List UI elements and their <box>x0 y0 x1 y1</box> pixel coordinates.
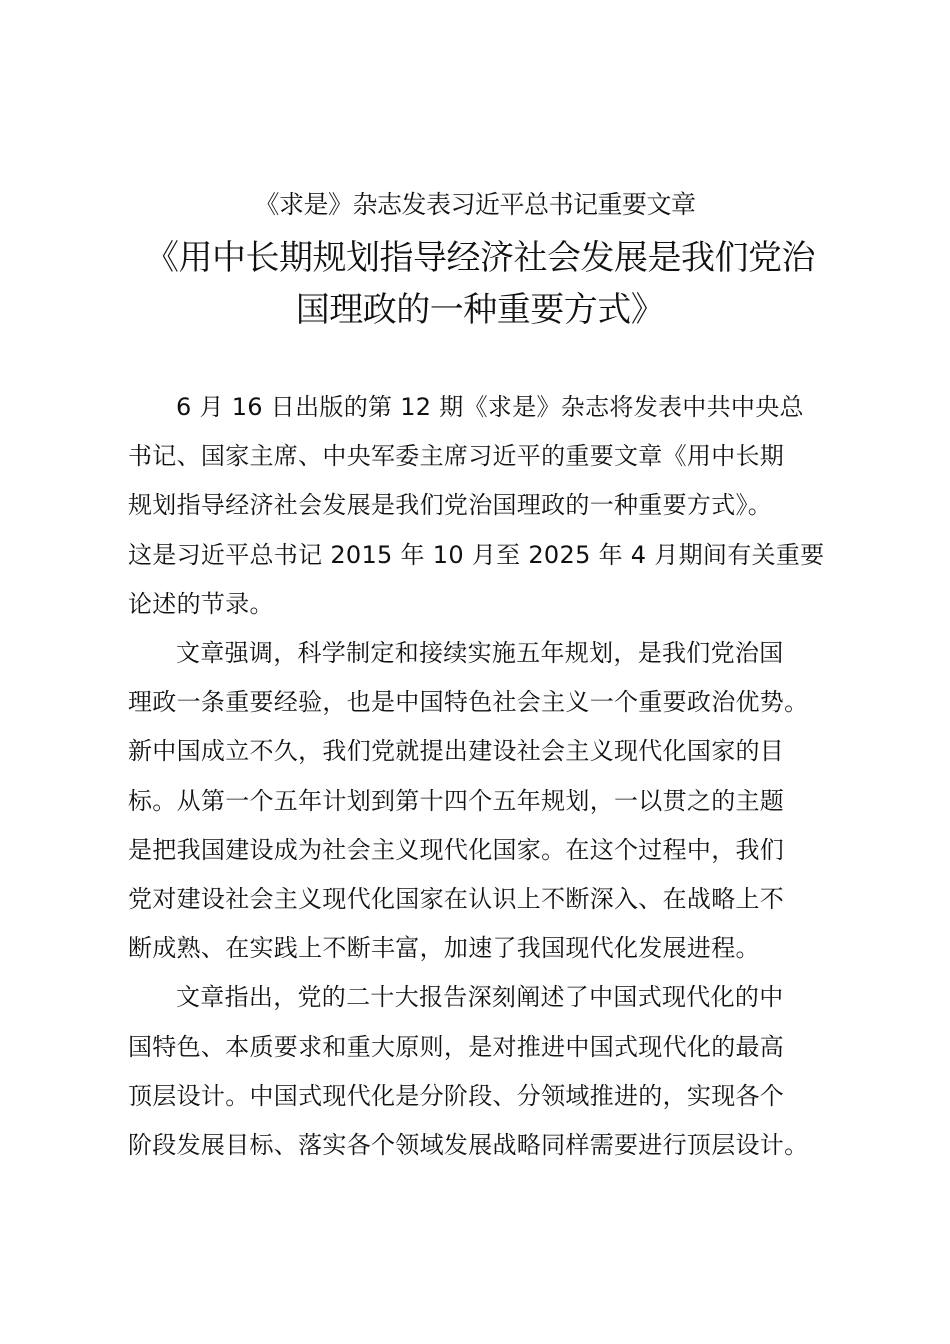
paragraph-3 <box>128 973 840 1170</box>
paragraph-2 <box>128 629 840 973</box>
paragraph-1 <box>128 383 840 629</box>
paragraph-line: 这是习近平总书记 2015 年 10 月至 2025 年 4 月期间有关重要 <box>128 540 825 569</box>
paragraph-line: 阶段发展目标、落实各个领域发展战略同样需要进行顶层设计。 <box>128 1131 809 1160</box>
paragraph-line: 标。从第一个五年计划到第十四个五年规划，一以贯之的主题 <box>128 786 785 815</box>
paragraph-line: 理政一条重要经验，也是中国特色社会主义一个重要政治优势。 <box>128 688 809 717</box>
paragraph-line: 文章指出，党的二十大报告深刻阐述了中国式现代化的中 <box>176 983 784 1012</box>
paragraph-line: 论述的节录。 <box>128 589 274 618</box>
paragraph-line: 顶层设计。中国式现代化是分阶段、分领域推进的，实现各个 <box>128 1081 785 1110</box>
document-title <box>120 232 840 336</box>
paragraph-line: 党对建设社会主义现代化国家在认识上不断深入、在战略上不 <box>128 885 785 914</box>
paragraph-line: 6 月 16 日出版的第 12 期《求是》杂志将发表中共中央总 <box>176 393 804 421</box>
paragraph-line: 规划指导经济社会发展是我们党治国理政的一种重要方式》。 <box>128 491 773 520</box>
title-line: 国理政的一种重要方式》 <box>295 290 665 330</box>
paragraph-line: 断成熟、在实践上不断丰富，加速了我国现代化发展进程。 <box>128 934 760 963</box>
paragraph-line: 书记、国家主席、中央军委主席习近平的重要文章《用中长期 <box>128 442 785 471</box>
title-line: 《用中长期规划指导经济社会发展是我们党治 <box>145 238 815 278</box>
paragraph-line: 新中国成立不久，我们党就提出建设社会主义现代化国家的目 <box>128 737 785 766</box>
paragraph-line: 是把我国建设成为社会主义现代化国家。在这个过程中，我们 <box>128 835 785 864</box>
paragraph-line: 文章强调，科学制定和接续实施五年规划，是我们党治国 <box>176 639 784 668</box>
document-subtitle: 《求是》杂志发表习近平总书记重要文章 <box>254 190 696 219</box>
document-body <box>128 383 840 1170</box>
paragraph-line: 国特色、本质要求和重大原则，是对推进中国式现代化的最高 <box>128 1032 785 1061</box>
